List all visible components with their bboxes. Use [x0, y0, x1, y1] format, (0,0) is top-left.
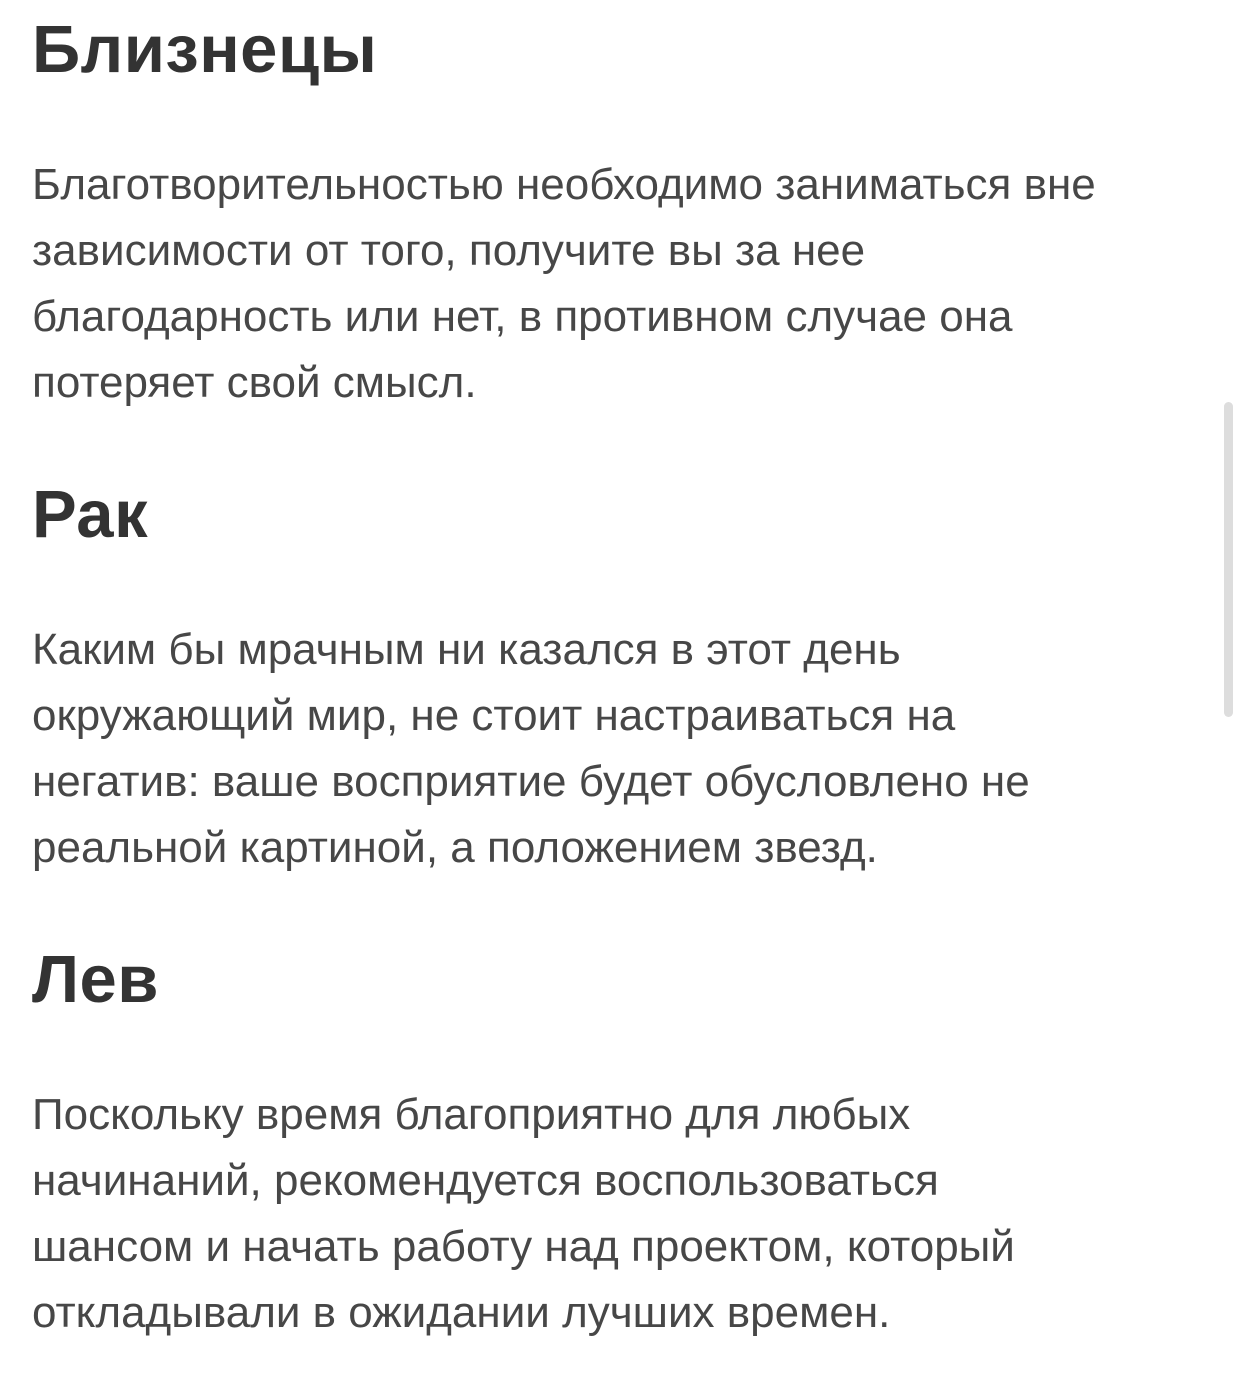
horoscope-content [32, 0, 1212, 1395]
text-line: негатив: ваше восприятие будет обусловлено не [32, 757, 1030, 806]
text-line: Благотворительностью необходимо заниматься вне [32, 160, 1096, 209]
section-text [32, 1082, 1212, 1346]
section-title: Лев [32, 942, 159, 1017]
text-line: потеряет свой смысл. [32, 358, 477, 407]
section-leo [32, 930, 1212, 1395]
text-line: Каким бы мрачным ни казался в этот день [32, 625, 901, 674]
text-line: шансом и начать работу над проектом, который [32, 1222, 1015, 1271]
text-line: зависимости от того, получите вы за нее [32, 226, 866, 275]
section-title: Близнецы [32, 12, 378, 87]
text-line: Поскольку время благоприятно для любых [32, 1090, 911, 1139]
vertical-scrollbar[interactable] [1224, 402, 1233, 717]
section-text [32, 617, 1212, 881]
text-line: благодарность или нет, в противном случае она [32, 292, 1013, 341]
section-cancer [32, 465, 1212, 930]
text-line: реальной картиной, а положением звезд. [32, 823, 878, 872]
section-text [32, 152, 1212, 416]
section-title: Рак [32, 477, 149, 552]
section-gemini [32, 0, 1212, 465]
text-line: начинаний, рекомендуется воспользоваться [32, 1156, 939, 1205]
text-line: откладывали в ожидании лучших времен. [32, 1288, 891, 1337]
text-line: окружающий мир, не стоит настраиваться на [32, 691, 956, 740]
